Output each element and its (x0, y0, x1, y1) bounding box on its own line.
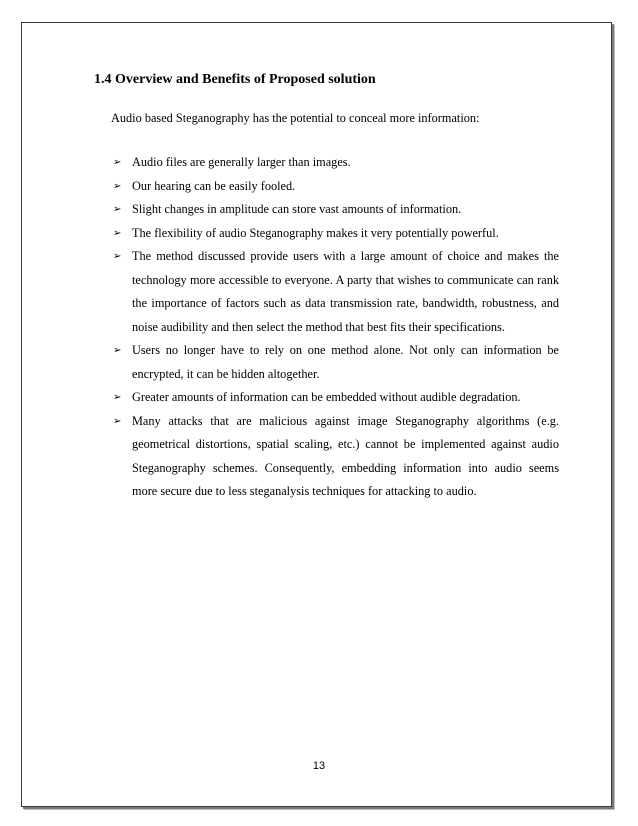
list-item (111, 175, 559, 199)
list-item (111, 198, 559, 222)
arrowhead-bullet-icon: ➢ (113, 204, 122, 215)
list-item-text: Greater amounts of information can be embedded without audible degradation. (132, 390, 521, 404)
list-item-text: Users no longer have to rely on one method alone. Not only can information be encrypted, it can be hidden altogether. (132, 343, 559, 381)
list-item (111, 386, 559, 410)
list-item-text: Many attacks that are malicious against image Steganography algorithms (e.g. geometrical distortions, spatial scaling, etc.) cannot be implemented against audio Steganography schemes. Consequently, embedding information into audio seems more secure due to less steganalysis techniques for attacking to audio. (132, 413, 559, 498)
list-item-text: The method discussed provide users with a large amount of choice and makes the technology more accessible to everyone. A party that wishes to communicate can rank the importance of factors such as data transmission rate, bandwidth, robustness, and noise audibility and then select the method that best fits their specifications. (132, 249, 559, 334)
list-item (111, 151, 559, 175)
arrowhead-bullet-icon: ➢ (113, 345, 122, 356)
page-number: 13 (312, 760, 326, 772)
arrowhead-bullet-icon: ➢ (113, 392, 122, 403)
list-item (111, 339, 559, 386)
list-item (111, 245, 559, 339)
arrowhead-bullet-icon: ➢ (113, 415, 122, 427)
list-item (111, 410, 559, 504)
arrowhead-bullet-icon: ➢ (113, 227, 122, 239)
benefits-list (111, 151, 559, 504)
list-item (111, 222, 559, 246)
arrowhead-bullet-icon: ➢ (113, 157, 122, 168)
arrowhead-bullet-icon: ➢ (113, 251, 122, 262)
list-item-text: Our hearing can be easily fooled. (132, 178, 296, 193)
section-heading: 1.4 Overview and Benefits of Proposed solution (94, 72, 376, 87)
list-item-text: The flexibility of audio Steganography makes it very potentially powerful. (132, 225, 499, 240)
list-item-text: Audio files are generally larger than images. (132, 155, 351, 169)
arrowhead-bullet-icon: ➢ (113, 180, 122, 192)
intro-paragraph: Audio based Steganography has the potential to conceal more information: (111, 111, 480, 125)
list-item-text: Slight changes in amplitude can store vast amounts of information. (132, 202, 462, 216)
